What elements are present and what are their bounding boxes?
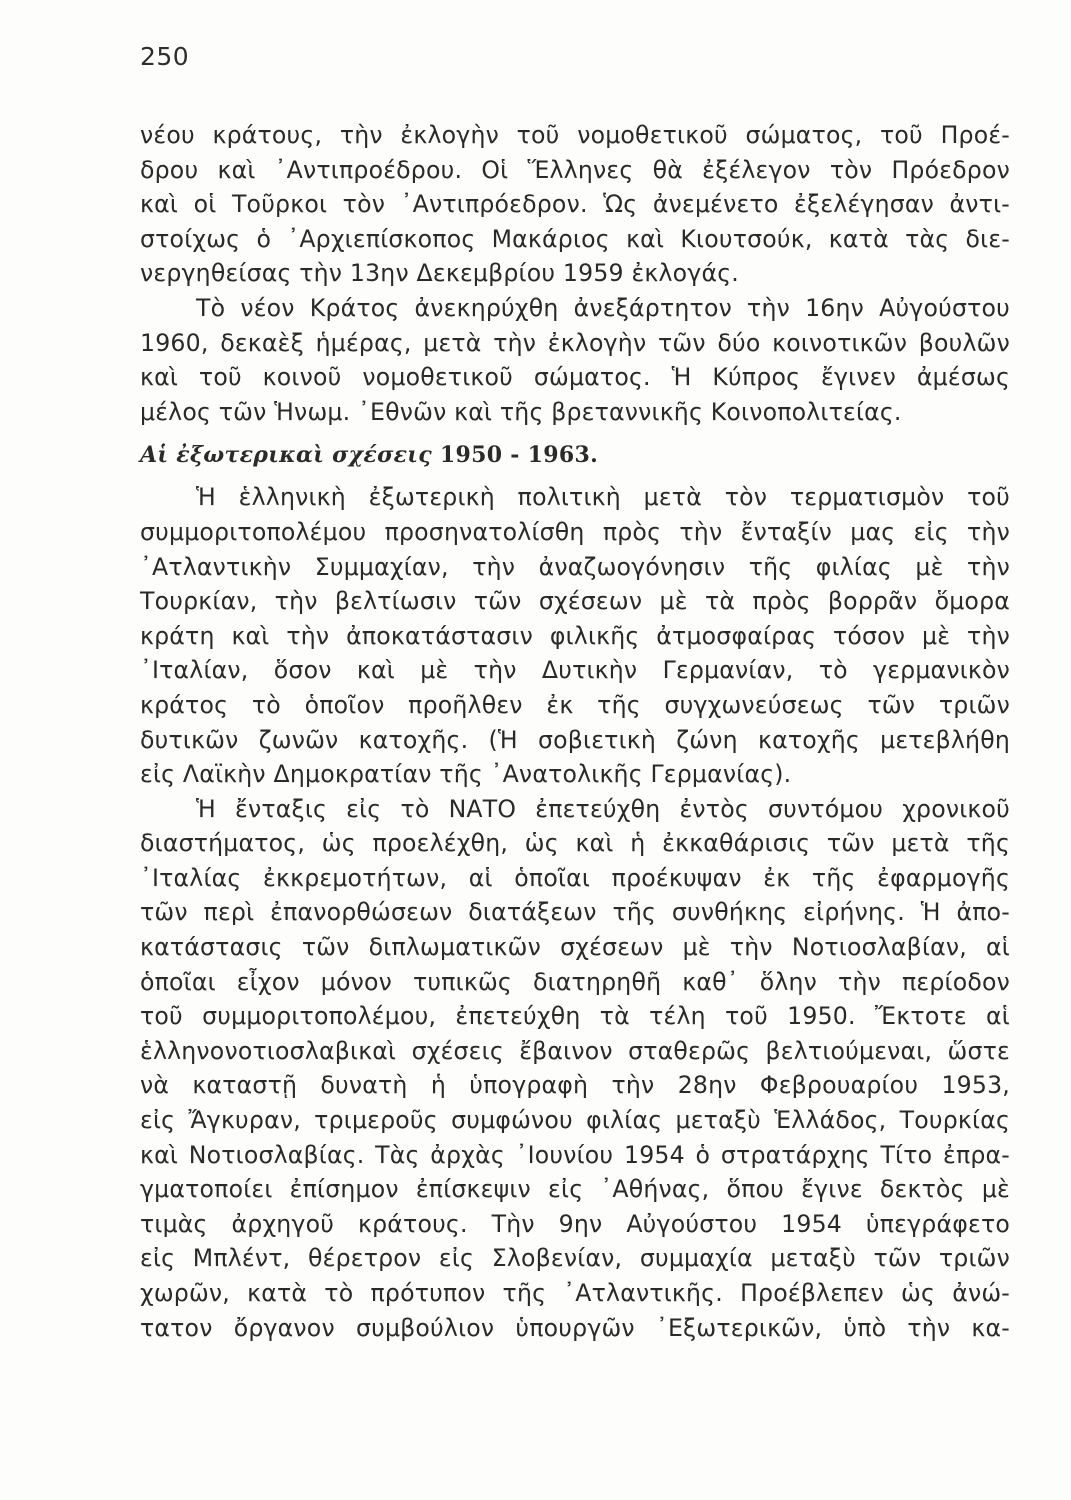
text-line: τατον ὄργανον συμβούλιον ὑπουργῶν ᾿Εξωτερικῶν, ὑπὸ τὴν κα- xyxy=(140,1313,1010,1342)
text-line: μέλος τῶν Ἡνωμ. ᾿Εθνῶν καὶ τῆς βρεταννικῆς Κοινοπολιτείας. xyxy=(140,397,902,426)
page-body xyxy=(140,118,1010,1345)
text-line: ἑλληνονοτιοσλαβικαὶ σχέσεις ἔβαινον σταθερῶς βελτιούμεναι, ὥστε xyxy=(140,1036,1010,1065)
text-line: Τουρκίαν, τὴν βελτίωσιν τῶν σχέσεων μὲ τὰ πρὸς βορρᾶν ὅμορα xyxy=(140,587,1010,616)
text-line: δρου καὶ ᾿Αντιπροέδρου. Οἱ Ἕλληνες θὰ ἐξέλεγον τὸν Πρόεδρον xyxy=(140,155,1010,184)
text-line: γματοποίει ἐπίσημον ἐπίσκεψιν εἰς ᾿Αθήνας, ὅπου ἔγινε δεκτὸς μὲ xyxy=(140,1175,1010,1204)
text-line: νέου κράτους, τὴν ἐκλογὴν τοῦ νομοθετικοῦ σώματος, τοῦ Προέ- xyxy=(140,121,1010,149)
text-line: κράτη καὶ τὴν ἀποκατάστασιν φιλικῆς ἀτμοσφαίρας τόσον μὲ τὴν xyxy=(140,621,1010,650)
text-line: συμμοριτοπολέμου προσηνατολίσθη πρὸς τὴν ἔνταξίν μας εἰς τὴν xyxy=(140,517,1010,546)
text-line: δυτικῶν ζωνῶν κατοχῆς. (Ἡ σοβιετικὴ ζώνη κατοχῆς μετεβλήθη xyxy=(140,725,1010,754)
text-line: τιμὰς ἀρχηγοῦ κράτους. Τὴν 9ην Αὐγούστου 1954 ὑπεγράφετο xyxy=(140,1209,1010,1238)
text-line: Τὸ νέον Κράτος ἀνεκηρύχθη ἀνεξάρτητον τὴν 16ην Αὐγούστου xyxy=(196,293,1010,322)
text-line: καὶ τοῦ κοινοῦ νομοθετικοῦ σώματος. Ἡ Κύπρος ἔγινεν ἀμέσως xyxy=(140,363,1010,392)
text-line: νεργηθείσας τὴν 13ην Δεκεμβρίου 1959 ἐκλογάς. xyxy=(140,259,739,288)
text-line: διαστήματος, ὡς προελέχθη, ὡς καὶ ἡ ἐκκαθάρισις τῶν μετὰ τῆς xyxy=(140,829,1010,858)
text-line: καὶ Νοτιοσλαβίας. Τὰς ἀρχὰς ᾿Ιουνίου 1954 ὁ στρατάρχης Τίτο ἐπρα- xyxy=(140,1140,1010,1169)
text-line: ὁποῖαι εἶχον μόνον τυπικῶς διατηρηθῆ καθ᾿ ὅλην τὴν περίοδον xyxy=(140,967,1010,996)
section-heading-years: 1950 - 1963. xyxy=(439,442,599,469)
text-line: Ἡ ἔνταξις εἰς τὸ ΝΑΤΟ ἐπετεύχθη ἐντὸς συντόμου χρονικοῦ xyxy=(196,794,1010,823)
text-line: κατάστασις τῶν διπλωματικῶν σχέσεων μὲ τὴν Νοτιοσλαβίαν, αἱ xyxy=(140,933,1010,962)
text-line: 1960, δεκαὲξ ἡμέρας, μετὰ τὴν ἐκλογὴν τῶν δύο κοινοτικῶν βουλῶν xyxy=(140,328,1010,357)
text-line: εἰς Λαϊκὴν Δημοκρατίαν τῆς ᾿Ανατολικῆς Γερμανίας). xyxy=(140,760,792,789)
text-line: χωρῶν, κατὰ τὸ πρότυπον τῆς ᾿Ατλαντικῆς. Προέβλεπεν ὡς ἀνώ- xyxy=(140,1279,1010,1307)
text-line: ᾿Ατλαντικὴν Συμμαχίαν, τὴν ἀναζωογόνησιν τῆς φιλίας μὲ τὴν xyxy=(140,552,1010,581)
text-line: νὰ καταστῇ δυνατὴ ἡ ὑπογραφὴ τὴν 28ην Φεβρουαρίου 1953, xyxy=(140,1071,1010,1100)
text-line: εἰς Μπλέντ, θέρετρον εἰς Σλοβενίαν, συμμαχία μεταξὺ τῶν τριῶν xyxy=(140,1244,1010,1273)
text-line: κράτος τὸ ὁποῖον προῆλθεν ἐκ τῆς συγχωνεύσεως τῶν τριῶν xyxy=(140,690,1010,719)
text-line: τοῦ συμμοριτοπολέμου, ἐπετεύχθη τὰ τέλη τοῦ 1950. Ἔκτοτε αἱ xyxy=(140,1002,1010,1031)
section-heading-title: Αἱ ἐξωτερικαὶ σχέσεις xyxy=(140,442,432,469)
text-line: στοίχως ὁ ᾿Αρχιεπίσκοπος Μακάριος καὶ Κιουτσούκ, κατὰ τὰς διε- xyxy=(140,224,1010,253)
text-line: Ἡ ἑλληνικὴ ἐξωτερικὴ πολιτικὴ μετὰ τὸν τερματισμὸν τοῦ xyxy=(196,483,1010,512)
text-line: εἰς Ἄγκυραν, τριμεροῦς συμφώνου φιλίας μεταξὺ Ἑλλάδος, Τουρκίας xyxy=(140,1106,1010,1135)
text-line: ᾿Ιταλίας ἐκκρεμοτήτων, αἱ ὁποῖαι προέκυψαν ἐκ τῆς ἐφαρμογῆς xyxy=(140,863,1010,892)
text-line: ᾿Ιταλίαν, ὅσον καὶ μὲ τὴν Δυτικὴν Γερμανίαν, τὸ γερμανικὸν xyxy=(140,656,1010,685)
text-line: καὶ οἱ Τοῦρκοι τὸν ᾿Αντιπρόεδρον. Ὡς ἀνεμένετο ἐξελέγησαν ἀντι- xyxy=(140,190,1010,219)
page-number: 250 xyxy=(140,42,190,71)
text-line: τῶν περὶ ἐπανορθώσεων διατάξεων τῆς συνθήκης εἰρήνης. Ἡ ἀπο- xyxy=(140,898,1010,927)
section-heading xyxy=(140,433,1010,477)
